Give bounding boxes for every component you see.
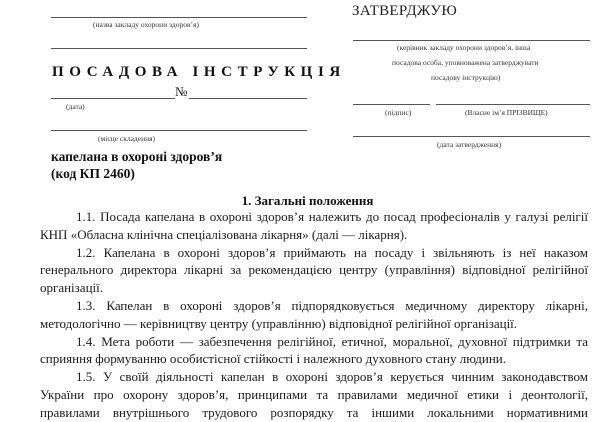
approver-line[interactable] <box>353 40 590 41</box>
position-code: (код КП 2460) <box>51 166 135 181</box>
approval-date-line[interactable] <box>353 136 590 137</box>
document-title: ПОСАДОВА ІНСТРУКЦІЯ <box>52 64 346 80</box>
name-line[interactable] <box>436 104 590 105</box>
institution-caption: (назва закладу охорони здоров’я) <box>93 20 199 29</box>
place-caption: (місце складення) <box>98 134 156 143</box>
position-name: капелана в охороні здоров’я <box>51 149 223 164</box>
date-caption: (дата) <box>66 102 85 111</box>
paragraph-1-5: 1.5. У своїй діяльності капелан в охороні здоров’я керується чинним законодавством України про охорону здоров’я, принципами та правилами медичної етики і деонтології, правилами внутрішнього трудового розпорядку та іншими локальними нормативними <box>40 369 588 420</box>
paragraph-1-1: 1.1. Посада капелана в охороні здоров’я належить до посад професіоналів у галузі релігії КНП «Обласна клінічна спеціалізована лікарня» (далі — лікарня). <box>40 209 588 242</box>
approver-caption-3: посадову інструкцію) <box>431 73 501 82</box>
place-line[interactable] <box>51 130 307 131</box>
number-sign: № <box>175 84 188 99</box>
approve-label: ЗАТВЕРДЖУЮ <box>352 3 458 19</box>
approval-date-caption: (дата затвердження) <box>437 140 502 149</box>
signature-caption: (підпис) <box>385 108 412 117</box>
position-title <box>51 148 222 182</box>
number-line[interactable] <box>189 98 307 99</box>
section-title: 1. Загальні положення <box>241 193 374 208</box>
paragraph-1-4: 1.4. Мета роботи — забезпечення релігійної, етичної, моральної, духовної підтримки та сприяння формуванню особистісної стійкості і належного духовного стану людини. <box>40 333 588 367</box>
institution-name-line[interactable] <box>51 17 307 18</box>
name-caption: (Власне ім’я ПРІЗВИЩЕ) <box>465 108 548 117</box>
paragraph-1-2: 1.2. Капелана в охороні здоров’я приймають на посаду і звільняють із неї наказом генерального директора лікарні за рекомендацією центру (управління) відповідної релігійної організації. <box>40 244 588 296</box>
signature-line[interactable] <box>353 104 430 105</box>
date-line[interactable] <box>51 98 175 99</box>
institution-extra-line[interactable] <box>51 48 307 49</box>
section-body <box>40 208 588 422</box>
approver-caption-2: посадова особа, уповноважена затверджувати <box>392 58 539 67</box>
approver-caption-1: (керівник закладу охорони здоров’я, інша <box>397 43 531 52</box>
paragraph-1-3: 1.3. Капелан в охороні здоров’я підпорядковується медичному директору лікарні, методологічно — керівництву центру (управлінню) відповідної релігійної організації. <box>40 297 588 331</box>
